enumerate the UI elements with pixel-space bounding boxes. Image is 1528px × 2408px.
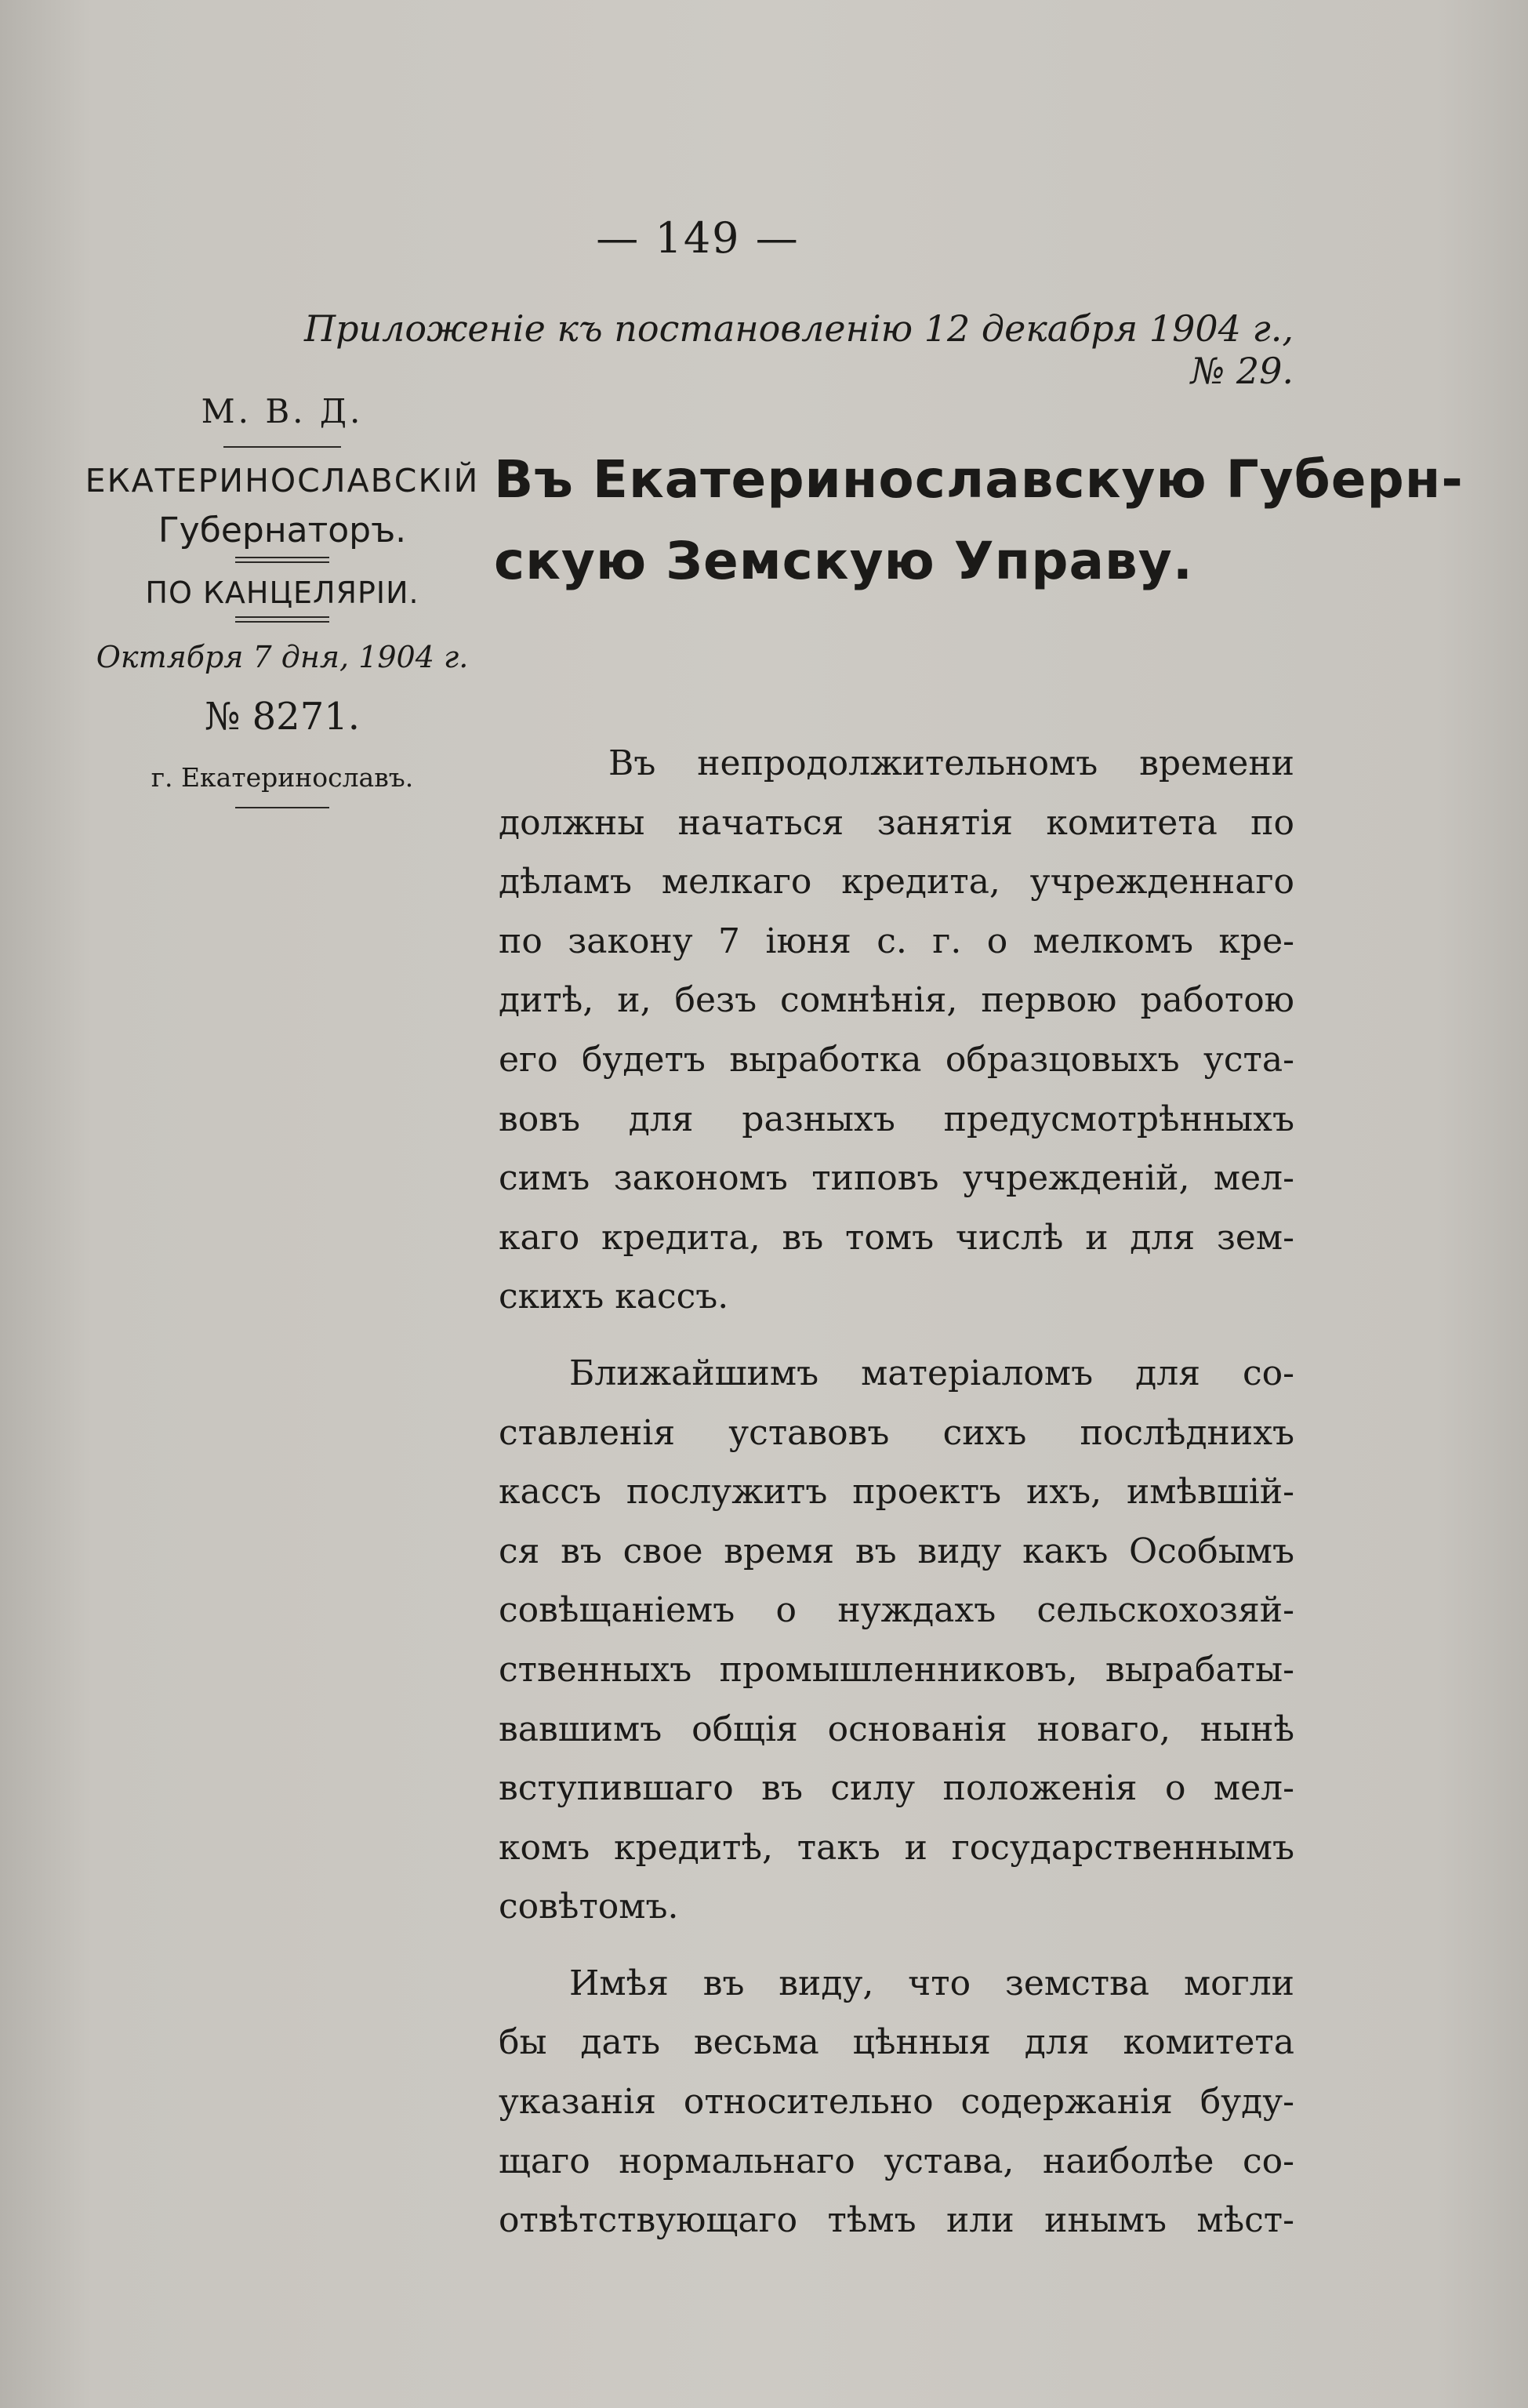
text-line: скихъ кассъ. [499,1277,729,1317]
paragraph [499,1344,1294,1937]
paragraph [499,734,1294,1327]
text-line: ся въ свое время въ виду какъ Особымъ [499,1531,1294,1571]
page-number: — 149 — [596,213,800,263]
paragraph [499,1954,1294,2250]
governor-title: Губернаторъ. [158,510,407,550]
text-line: указанія относительно содержанія буду- [499,2082,1294,2123]
document-number: № 8271. [204,695,361,739]
text-line: совѣтомъ. [499,1887,679,1927]
department-label: ПО КАНЦЕЛЯРІИ. [145,576,419,610]
text-line: вовъ для разныхъ предусмотрѣнныхъ [499,1099,1294,1139]
text-line: щаго нормальнаго устава, наиболѣе со- [499,2141,1294,2181]
heading-line: Въ Екатеринославскую Губерн- [494,449,1464,510]
text-line: должны начаться занятія комитета по [499,802,1294,843]
text-line: симъ закономъ типовъ учрежденій, мел- [499,1158,1294,1199]
text-line: комъ кредитѣ, такъ и государственнымъ [499,1827,1294,1868]
text-line: ственныхъ промышленниковъ, вырабаты- [499,1649,1294,1690]
city-label: г. Екатеринославъ. [151,762,414,793]
text-line: каго кредита, въ томъ числѣ и для зем- [499,1217,1294,1258]
text-line: кассъ послужитъ проектъ ихъ, имѣвшій- [499,1472,1294,1513]
document-date: Октября 7 дня, 1904 г. [96,640,469,674]
text-line: Ближайшимъ матеріаломъ для со- [569,1353,1294,1393]
divider [235,807,329,808]
text-line: Въ непродолжительномъ времени [608,743,1294,783]
text-line: совѣщаніемъ о нуждахъ сельскохозяй- [499,1590,1294,1631]
sender-block [63,392,502,808]
text-line: вавшимъ общія основанія новаго, нынѣ [499,1709,1294,1749]
text-line: дитѣ, и, безъ сомнѣнія, первою работою [499,980,1294,1021]
governor-region: ЕКАТЕРИНОСЛАВСКІЙ [85,462,480,499]
appendix-note: Приложеніе къ постановленію 12 декабря 1904 г., № 29. [303,307,1294,392]
text-line: ставленія уставовъ сихъ послѣднихъ [499,1412,1294,1453]
paragraph-gap [499,1937,1294,1954]
text-line: по закону 7 іюня с. г. о мелкомъ кре- [499,921,1294,961]
text-line: Имѣя въ виду, что земства могли [569,1963,1294,2003]
text-line: дѣламъ мелкаго кредита, учрежденнаго [499,862,1294,903]
addressee-heading [494,439,1464,602]
double-divider [235,616,329,623]
letter-body [499,734,1294,2250]
divider [223,446,341,448]
paragraph-gap [499,1327,1294,1344]
text-line: вступившаго въ силу положенія о мел- [499,1768,1294,1809]
double-divider [235,557,329,563]
text-line: бы дать весьма цѣнныя для комитета [499,2022,1294,2063]
ministry-label: М. В. Д. [201,392,364,430]
text-line: отвѣтствующаго тѣмъ или инымъ мѣст- [499,2200,1294,2241]
text-line: его будетъ выработка образцовыхъ уста- [499,1039,1294,1080]
heading-line: скую Земскую Управу. [494,531,1193,591]
